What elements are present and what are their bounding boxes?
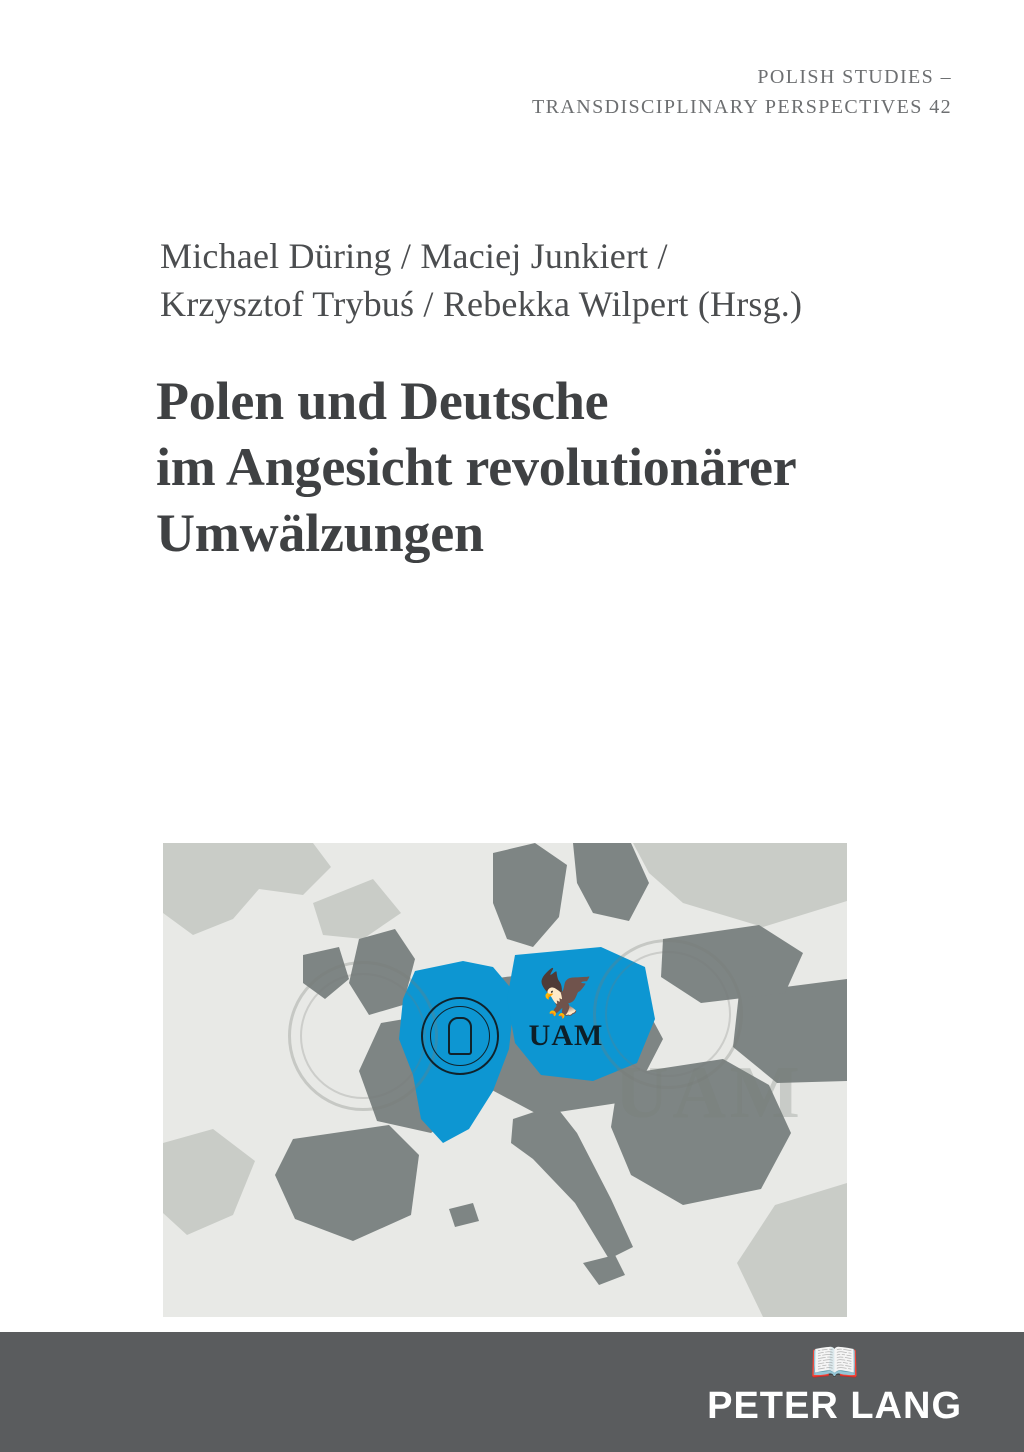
publisher-name: PETER LANG [707,1385,962,1427]
series-title-line-2: TRANSDISCIPLINARY PERSPECTIVES 42 [532,96,952,118]
eagle-icon: 🦅 [537,968,595,1019]
publisher-logo [707,1340,962,1428]
open-book-icon: 📖 [809,1340,860,1385]
title-line-1: Polen und Deutsche [156,371,609,431]
watermark-uam-text: UAM [615,1052,804,1134]
page-title [156,368,956,566]
kiel-university-seal-icon [421,997,499,1075]
title-line-2: im Angesicht revolutionärer [156,437,797,497]
uam-emblem [511,968,621,1081]
title-line-3: Umwälzungen [156,503,484,563]
seal-inner-mark [448,1017,472,1055]
editors-line-2: Krzysztof Trybuś / Rebekka Wilpert (Hrsg.) [160,284,803,324]
uam-emblem-label: UAM [528,1019,604,1052]
series-title-line-1: POLISH STUDIES – [757,66,952,88]
cover-illustration [163,843,847,1317]
footer-bar [0,1332,1024,1452]
watermark-seal-left [288,961,438,1111]
editors-line-1: Michael Düring / Maciej Junkiert / [160,236,668,276]
editors-block [160,232,920,328]
